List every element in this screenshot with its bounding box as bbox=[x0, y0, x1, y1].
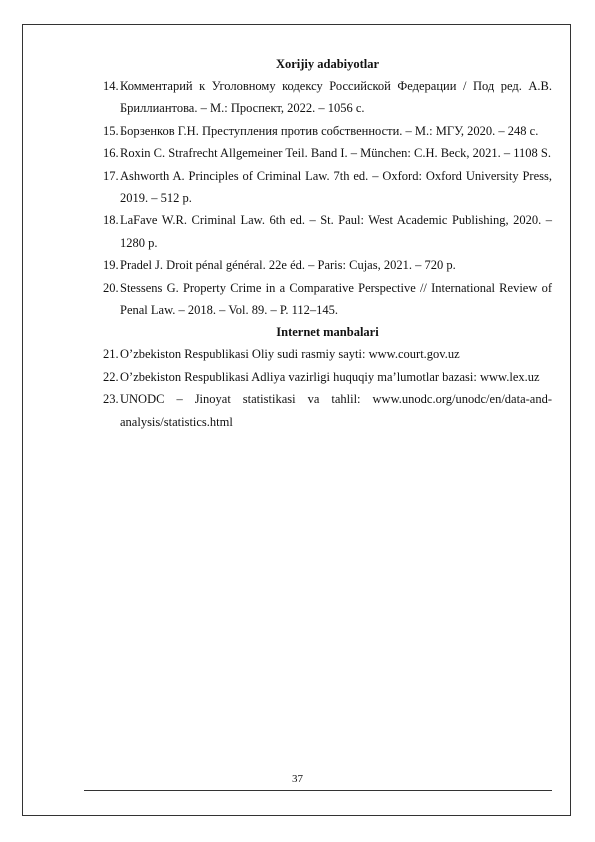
reference-text: Roxin C. Strafrecht Allgemeiner Teil. Band I. – München: C.H. Beck, 2021. – 1108 S. bbox=[120, 146, 552, 161]
reference-text: Stessens G. Property Crime in a Comparative Perspective // International Review of Penal Law. – 2018. – Vol. 89. – P. 112–145. bbox=[120, 280, 552, 318]
reference-number: 22. bbox=[103, 369, 119, 384]
reference-text: UNODC – Jinoyat statistikasi va tahlil: www.unodc.org/unodc/en/data-and-analysis/statistics.html bbox=[120, 392, 552, 429]
reference-item bbox=[103, 277, 552, 322]
reference-text: LaFave W.R. Criminal Law. 6th ed. – St. Paul: West Academic Publishing, 2020. – 1280 p. bbox=[120, 213, 552, 250]
reference-text: Pradel J. Droit pénal général. 22e éd. – Paris: Cujas, 2021. – 720 p. bbox=[120, 258, 456, 273]
reference-item bbox=[103, 142, 552, 164]
reference-number: 15. bbox=[103, 123, 119, 138]
reference-text: O’zbekiston Respublikasi Adliya vazirligi huquqiy ma’lumotlar bazasi: www.lex.uz bbox=[120, 369, 540, 384]
reference-number: 19. bbox=[103, 258, 119, 273]
reference-number: 21. bbox=[103, 347, 119, 362]
reference-item bbox=[103, 165, 552, 210]
reference-item bbox=[103, 343, 552, 365]
references-content bbox=[103, 53, 552, 433]
footer-divider bbox=[84, 790, 552, 791]
reference-number: 20. bbox=[103, 280, 119, 295]
reference-item bbox=[103, 254, 552, 276]
reference-item bbox=[103, 388, 552, 433]
reference-text: Комментарий к Уголовному кодексу Российской Федерации / Под ред. А.В. Бриллиантова. – М.: Проспект, 2022. – 1056 с. bbox=[120, 79, 552, 116]
reference-text: O’zbekiston Respublikasi Oliy sudi rasmiy sayti: www.court.gov.uz bbox=[120, 347, 460, 362]
page-number: 37 bbox=[292, 773, 303, 785]
reference-item bbox=[103, 120, 552, 142]
reference-number: 16. bbox=[103, 146, 119, 161]
reference-number: 17. bbox=[103, 168, 119, 183]
reference-number: 23. bbox=[103, 392, 119, 407]
reference-item bbox=[103, 209, 552, 254]
reference-text: Ashworth A. Principles of Criminal Law. 7th ed. – Oxford: Oxford University Press, 2019. – 512 p. bbox=[120, 168, 552, 206]
reference-item bbox=[103, 366, 552, 388]
reference-item bbox=[103, 75, 552, 120]
reference-number: 14. bbox=[103, 79, 119, 93]
reference-text: Борзенков Г.Н. Преступления против собственности. – М.: МГУ, 2020. – 248 с. bbox=[120, 123, 539, 138]
section-title-foreign-literature: Xorijiy adabiyotlar bbox=[275, 57, 380, 71]
reference-number: 18. bbox=[103, 213, 119, 228]
section-title-internet-sources: Internet manbalari bbox=[276, 325, 379, 340]
